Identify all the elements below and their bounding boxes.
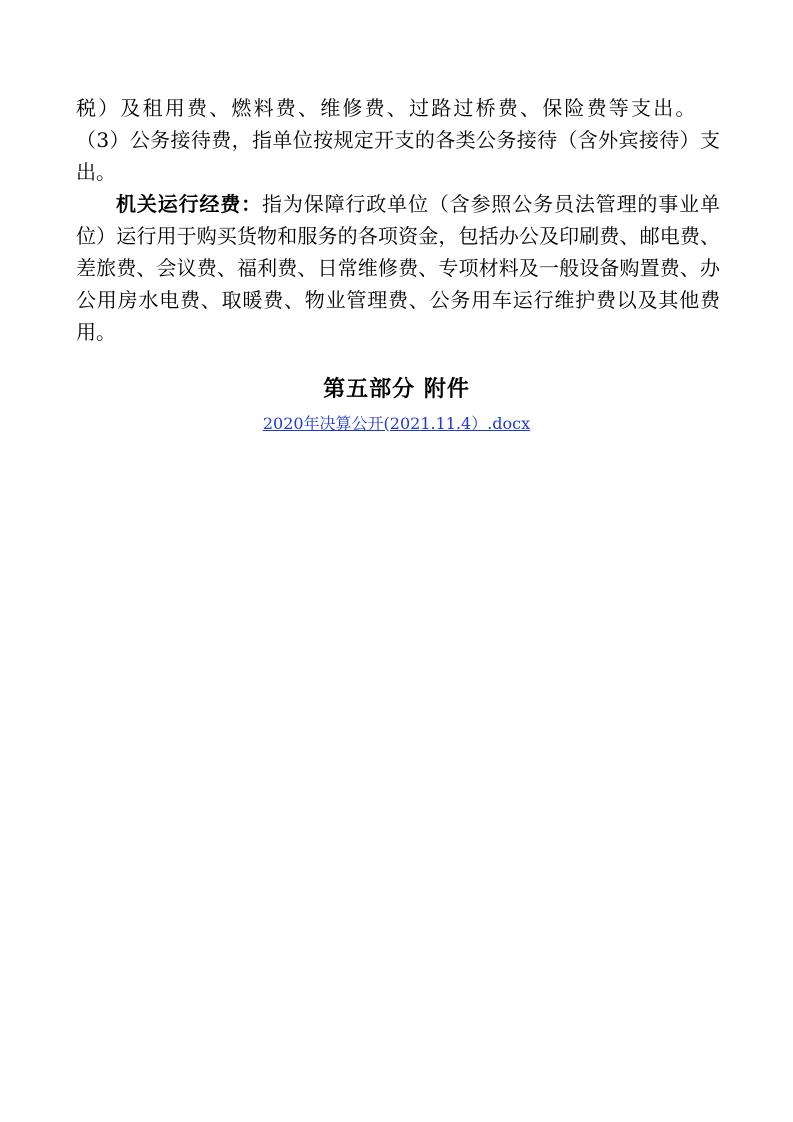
section-title: 第五部分 附件 bbox=[323, 377, 470, 402]
paragraph-vehicle-costs: 税）及租用费、燃料费、维修费、过路过桥费、保险费等支出。 bbox=[76, 96, 698, 120]
term-operating-costs: 机关运行经费： bbox=[116, 192, 262, 216]
paragraph-reception-costs: （3）公务接待费，指单位按规定开支的各类公务接待（含外宾接待）支出。 bbox=[76, 128, 720, 184]
paragraph-operating-costs bbox=[76, 188, 720, 348]
definition-operating-costs: 指为保障行政单位（含参照公务员法管理的事业单位）运行用于购买货物和服务的各项资金，包括办公及印刷费、邮电费、差旅费、会议费、福利费、日常维修费、专项材料及一般设备购置费、办公用房水电费、取暖费、物业管理费、公务用车运行维护费以及其他费用。 bbox=[76, 192, 720, 344]
body-text-block bbox=[76, 92, 720, 348]
attachment-link[interactable]: 2020年决算公开(2021.11.4）.docx bbox=[262, 414, 531, 433]
attachment-row bbox=[0, 412, 793, 436]
